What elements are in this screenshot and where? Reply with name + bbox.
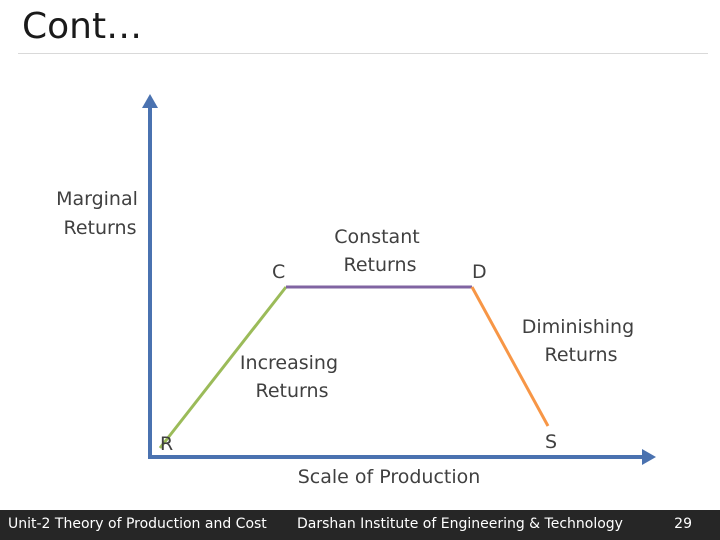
diminishing-returns-segment — [472, 287, 548, 426]
point-label-s: S — [545, 431, 558, 453]
constant-returns-label-line-1: Constant — [334, 226, 420, 248]
increasing-returns-label — [240, 352, 344, 402]
constant-returns-label — [334, 226, 425, 276]
point-label-c: C — [272, 261, 286, 283]
constant-returns-label-line-2: Returns — [343, 254, 417, 276]
increasing-returns-label-line-2: Returns — [255, 380, 329, 402]
increasing-returns-label-line-1: Increasing — [239, 352, 339, 374]
diminishing-returns-label — [522, 316, 640, 366]
y-axis-label-line-2: Returns — [63, 217, 137, 239]
footer-course-title: Unit-2 Theory of Production and Cost — [8, 516, 267, 532]
y-axis-arrowhead — [142, 94, 158, 108]
slide-title: Cont… — [22, 6, 143, 47]
point-label-d: D — [472, 261, 487, 283]
diminishing-returns-label-line-1: Diminishing — [521, 316, 635, 338]
footer-bar — [0, 510, 720, 540]
x-axis-label: Scale of Production — [297, 466, 481, 488]
y-axis-label-line-1: Marginal — [56, 188, 138, 210]
diminishing-returns-label-line-2: Returns — [544, 344, 618, 366]
point-label-r: R — [160, 433, 174, 455]
footer-institute-name: Darshan Institute of Engineering & Technology — [297, 516, 623, 532]
y-axis-label — [56, 188, 144, 239]
footer-page-number: 29 — [674, 516, 692, 532]
x-axis-arrowhead — [642, 449, 656, 465]
